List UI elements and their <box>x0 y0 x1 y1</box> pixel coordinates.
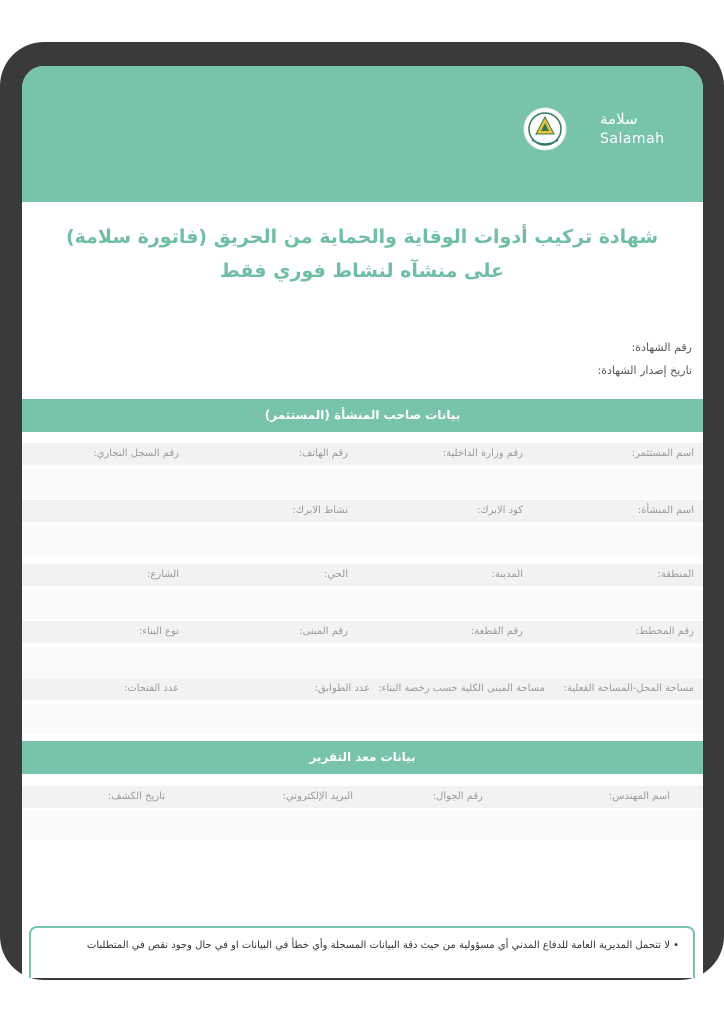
plot-number-label: رقم القطعة: <box>470 626 523 637</box>
district-label: الحي: <box>324 569 348 580</box>
disclaimer-text: • لا تتحمل المديرية العامة للدفاع المدني أي مسؤولية من حيث دقة البيانات المسجلة وأي خطأ في البيانات او في حال وجود نقص في المتطلبات <box>86 940 679 951</box>
report-section-header: بيانات معد التقرير <box>22 741 703 774</box>
floors-count-label: عدد الطوابق: <box>314 683 370 694</box>
total-building-area-label: مساحة المبنى الكلية حسب رخصة البناء: <box>378 683 545 694</box>
certificate-number-label: رقم الشهادة: <box>631 341 692 354</box>
commercial-register-label: رقم السجل التجاري: <box>93 448 179 459</box>
header-banner <box>22 66 703 202</box>
owner-row-2-values <box>22 526 703 556</box>
engineer-name-label: اسم المهندس: <box>608 791 670 802</box>
owner-row-5 <box>22 678 703 700</box>
logo-english-text: Salamah <box>600 131 665 147</box>
region-label: المنطقة: <box>657 569 694 580</box>
owner-row-3-values <box>22 590 703 620</box>
owner-row-4 <box>22 621 703 643</box>
owner-row-2 <box>22 500 703 522</box>
investor-name-label: اسم المستثمر: <box>631 448 694 459</box>
mobile-number-label: رقم الجوال: <box>432 791 483 802</box>
shop-area-label: مساحة المحل-المساحة الفعلية: <box>563 683 694 694</box>
building-number-label: رقم المبنى: <box>299 626 348 637</box>
report-row-values <box>22 810 703 840</box>
email-label: البريد الإلكتروني: <box>282 791 353 802</box>
abrak-activity-label: نشاط الابرك: <box>292 505 348 516</box>
owner-row-5-values <box>22 704 703 734</box>
moi-number-label: رقم وزارة الداخلية: <box>442 448 523 459</box>
plan-number-label: رقم المخطط: <box>635 626 694 637</box>
certificate-title: شهادة تركيب أدوات الوقاية والحماية من الحريق (فاتورة سلامة) <box>65 226 659 248</box>
logo-arabic-text: سلامة <box>600 110 638 128</box>
issue-date-label: تاريخ إصدار الشهادة: <box>597 364 692 377</box>
street-label: الشارع: <box>147 569 179 580</box>
certificate-subtitle: على منشآه لنشاط فوري فقط <box>220 260 504 282</box>
report-row <box>22 786 703 808</box>
owner-row-3 <box>22 564 703 586</box>
disclaimer-box <box>29 926 695 978</box>
civil-defense-emblem-icon <box>522 104 568 154</box>
phone-number-label: رقم الهاتف: <box>298 448 348 459</box>
inspection-date-label: تاريخ الكشف: <box>107 791 165 802</box>
certificate-screen <box>22 66 703 978</box>
openings-count-label: عدد الفتحات: <box>123 683 179 694</box>
owner-row-1-values <box>22 469 703 499</box>
owner-row-4-values <box>22 647 703 677</box>
abrak-code-label: كود الابرك: <box>477 505 523 516</box>
building-type-label: نوع البناء: <box>138 626 179 637</box>
owner-section-header: بيانات صاحب المنشأة (المستثمر) <box>22 399 703 432</box>
facility-name-label: اسم المنشأة: <box>637 505 694 516</box>
city-label: المدينة: <box>491 569 523 580</box>
owner-row-1 <box>22 443 703 465</box>
